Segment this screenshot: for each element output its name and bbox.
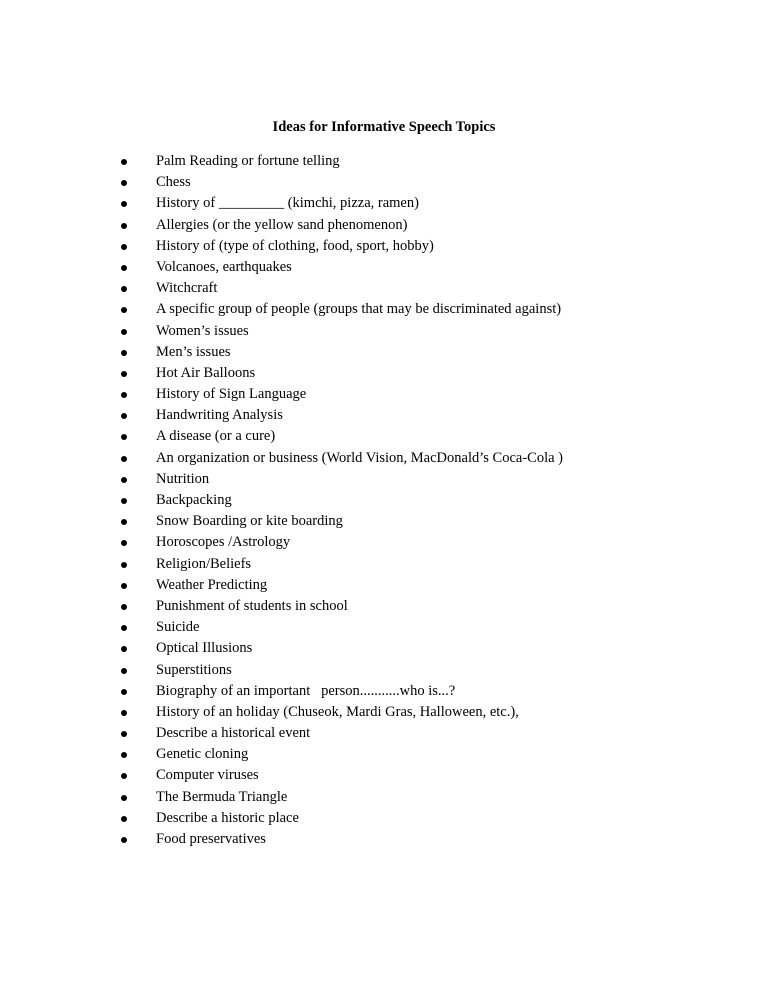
bullet-icon	[121, 710, 127, 716]
bullet-icon	[121, 350, 127, 356]
list-item	[118, 384, 563, 405]
bullet-icon	[121, 265, 127, 271]
list-item-text: Backpacking	[156, 492, 232, 508]
list-item-text: Religion/Beliefs	[156, 555, 252, 572]
list-item	[118, 808, 563, 829]
list-item-text: Chess	[156, 174, 191, 191]
bullet-icon	[121, 223, 127, 229]
list-item	[118, 723, 563, 744]
list-item	[118, 490, 563, 511]
list-item-text: Describe a historic place	[156, 809, 299, 826]
list-item-text: Men’s issues	[156, 343, 231, 360]
bullet-icon	[121, 477, 127, 483]
bullet-icon	[121, 307, 127, 313]
list-item	[118, 702, 563, 723]
list-item-text: Punishment of students in school	[156, 597, 348, 614]
list-item-text: Women’s issues	[156, 322, 249, 339]
bullet-icon	[121, 201, 127, 207]
list-item	[118, 744, 563, 765]
bullet-icon	[121, 498, 127, 504]
bullet-icon	[121, 159, 127, 165]
bullet-icon	[121, 329, 127, 335]
list-item-text: Describe a historical event	[156, 725, 311, 742]
bullet-icon	[121, 668, 127, 674]
bullet-icon	[121, 413, 127, 419]
bullet-icon	[121, 646, 127, 652]
list-item-text: The Bermuda Triangle	[156, 788, 288, 805]
list-item	[118, 532, 563, 553]
bullet-icon	[121, 180, 127, 186]
bullet-icon	[121, 583, 127, 589]
list-item	[118, 469, 563, 490]
list-item-text: History of an holiday (Chuseok, Mardi Gras, Halloween, etc.),	[156, 703, 519, 720]
list-item	[118, 787, 563, 808]
list-item-text: A specific group of people (groups that may be discriminated against)	[156, 301, 562, 318]
list-item	[118, 236, 563, 257]
bullet-icon	[121, 371, 127, 377]
list-item	[118, 660, 563, 681]
list-item-text: Horoscopes /Astrology	[156, 534, 291, 551]
bullet-icon	[121, 625, 127, 631]
topic-list	[118, 151, 563, 850]
bullet-icon	[121, 540, 127, 546]
list-item	[118, 363, 563, 384]
list-item	[118, 765, 563, 786]
list-item	[118, 151, 563, 172]
bullet-icon	[121, 795, 127, 801]
bullet-icon	[121, 244, 127, 250]
list-item	[118, 278, 563, 299]
list-item	[118, 193, 563, 214]
list-item	[118, 405, 563, 426]
list-item-text: Superstitions	[156, 661, 232, 678]
bullet-icon	[121, 773, 127, 779]
bullet-icon	[121, 816, 127, 822]
list-item-text: Snow Boarding or kite boarding	[156, 513, 343, 530]
list-item	[118, 575, 563, 596]
list-item-text: Allergies (or the yellow sand phenomenon)	[156, 216, 408, 233]
list-item	[118, 321, 563, 342]
list-item-text: History of _________ (kimchi, pizza, ramen)	[156, 195, 419, 212]
list-item	[118, 257, 563, 278]
list-item	[118, 554, 563, 575]
list-item-text: Biography of an important person...........who is...?	[156, 682, 456, 699]
bullet-icon	[121, 392, 127, 398]
list-item-text: Computer viruses	[156, 767, 259, 784]
bullet-icon	[121, 837, 127, 843]
bullet-icon	[121, 434, 127, 440]
bullet-icon	[121, 689, 127, 695]
bullet-icon	[121, 731, 127, 737]
list-item-text: An organization or business (World Vision, MacDonald’s Coca-Cola )	[156, 449, 563, 466]
list-item-text: A disease (or a cure)	[156, 428, 276, 445]
list-item	[118, 511, 563, 532]
list-item	[118, 638, 563, 659]
list-item	[118, 448, 563, 469]
list-item-text: Nutrition	[156, 470, 210, 487]
bullet-icon	[121, 604, 127, 610]
list-item-text: Volcanoes, earthquakes	[156, 258, 292, 275]
list-item-text: Suicide	[156, 619, 200, 636]
list-item	[118, 596, 563, 617]
bullet-icon	[121, 519, 127, 525]
list-item-text: History of (type of clothing, food, sport, hobby)	[156, 237, 434, 254]
list-item	[118, 172, 563, 193]
list-item-text: Food preservatives	[156, 831, 266, 847]
list-item	[118, 426, 563, 447]
bullet-icon	[121, 456, 127, 462]
list-item	[118, 681, 563, 702]
list-item	[118, 829, 563, 850]
list-item-text: Weather Predicting	[156, 576, 268, 593]
page-title: Ideas for Informative Speech Topics	[272, 119, 496, 135]
bullet-icon	[121, 562, 127, 568]
list-item-text: Handwriting Analysis	[156, 407, 283, 424]
list-item	[118, 617, 563, 638]
list-item	[118, 342, 563, 363]
bullet-icon	[121, 286, 127, 292]
list-item	[118, 215, 563, 236]
list-item-text: Palm Reading or fortune telling	[156, 153, 340, 169]
list-item	[118, 299, 563, 320]
bullet-icon	[121, 752, 127, 758]
list-item-text: Optical Illusions	[156, 640, 253, 657]
list-item-text: History of Sign Language	[156, 386, 307, 403]
list-item-text: Hot Air Balloons	[156, 364, 256, 381]
list-item-text: Witchcraft	[156, 280, 218, 297]
list-item-text: Genetic cloning	[156, 746, 249, 763]
